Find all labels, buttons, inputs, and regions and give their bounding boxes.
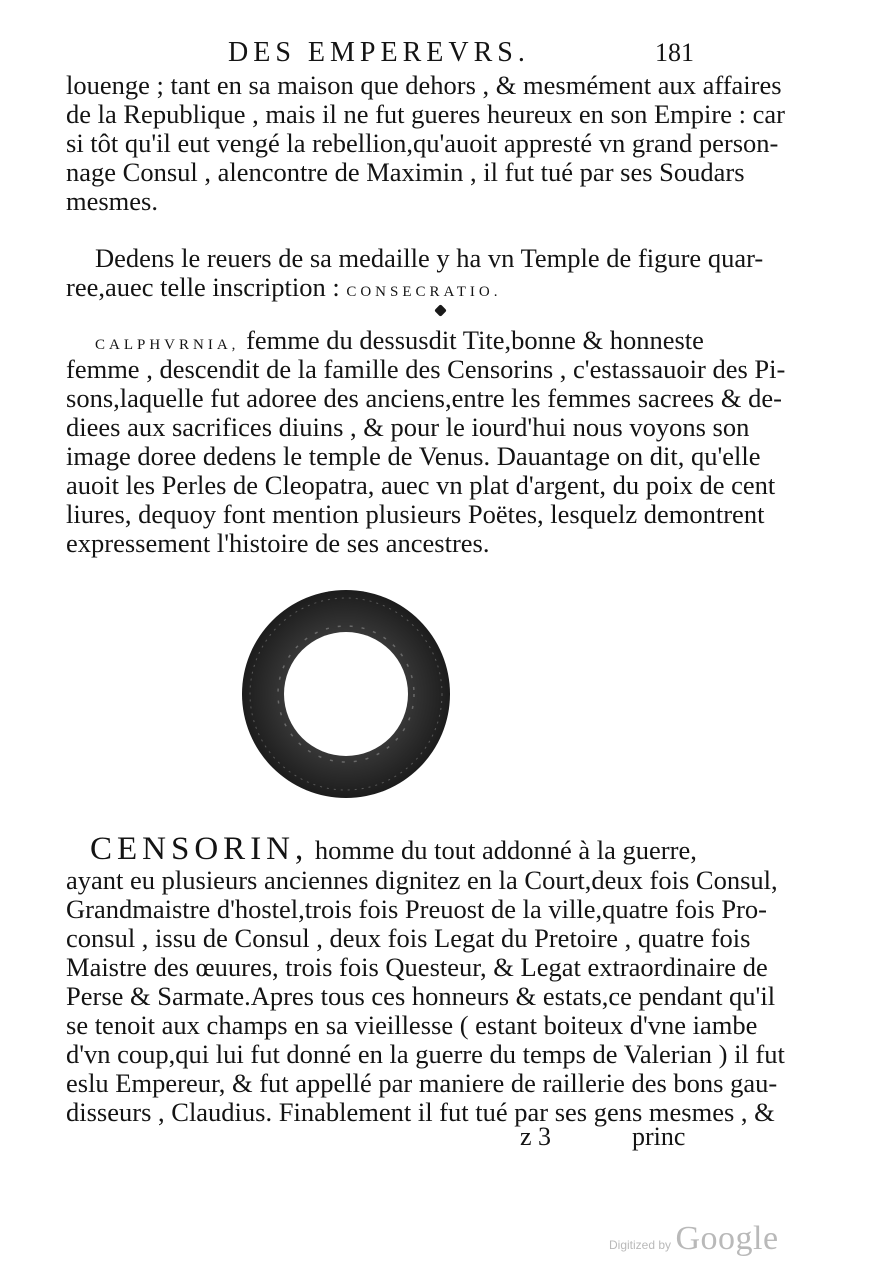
paragraph4-line: eslu Empereur, & fut appellé par maniere de raillerie des bons gau- bbox=[66, 1068, 778, 1098]
paragraph3-line: expressement l'histoire de ses ancestres. bbox=[66, 528, 490, 558]
paragraph4-line: Maistre des œuures, trois fois Questeur, & Legat extraordinaire de bbox=[66, 952, 768, 982]
paragraph4-line: disseurs , Claudius. Finablement il fut tué par ses gens mesmes , & bbox=[66, 1097, 775, 1127]
paragraph1-line: de la Republique , mais il ne fut gueres heureux en son Empire : car bbox=[66, 99, 785, 129]
catchword: princ bbox=[632, 1122, 686, 1151]
paragraph4-line bbox=[90, 832, 696, 867]
paragraph3-line: femme , descendit de la famille des Censorins , c'estassauoir des Pi- bbox=[66, 354, 786, 384]
medal-illustration bbox=[240, 588, 452, 800]
paragraph2-text: ree,auec telle inscription : bbox=[66, 272, 347, 302]
paragraph3-line: auoit les Perles de Cleopatra, auec vn plat d'argent, du poix de cent bbox=[66, 470, 776, 500]
paragraph3-line: image doree dedens le temple de Venus. Dauantage on dit, qu'elle bbox=[66, 441, 761, 471]
paragraph3-text: femme du dessusdit Tite,bonne & honneste bbox=[239, 325, 704, 355]
paragraph1-line: si tôt qu'il eut vengé la rebellion,qu'auoit appresté vn grand person- bbox=[66, 128, 779, 158]
digitized-watermark bbox=[609, 1220, 779, 1258]
paragraph3-line: sons,laquelle fut adoree des anciens,entre les femmes sacrees & de- bbox=[66, 383, 782, 413]
paragraph4-text: homme du tout addonné à la guerre, bbox=[308, 835, 697, 865]
censorin-name: CENSORIN, bbox=[90, 831, 309, 867]
paragraph4-line: ayant eu plusieurs anciennes dignitez en la Court,deux fois Consul, bbox=[66, 865, 778, 895]
running-head-title: DES EMPEREVRS. bbox=[228, 37, 530, 68]
paragraph4-line: consul , issu de Consul , deux fois Legat du Pretoire , quatre fois bbox=[66, 923, 751, 953]
calphurnia-name: CALPHVRNIA, bbox=[95, 337, 240, 353]
page-number: 181 bbox=[655, 38, 694, 67]
paragraph4-line: se tenoit aux champs en sa vieillesse ( estant boiteux d'vne iambe bbox=[66, 1010, 758, 1040]
signature-mark: z 3 bbox=[520, 1122, 552, 1151]
watermark-prefix: Digitized by bbox=[609, 1238, 672, 1252]
paragraph1-line: nage Consul , alencontre de Maximin , il fut tué par ses Soudars bbox=[66, 157, 745, 187]
paragraph3-line: liures, dequoy font mention plusieurs Poëtes, lesquelz demontrent bbox=[66, 499, 765, 529]
paragraph4-line: Perse & Sarmate.Apres tous ces honneurs & estats,ce pendant qu'il bbox=[66, 981, 776, 1011]
paragraph1-line: mesmes. bbox=[66, 186, 158, 216]
google-logo: Google bbox=[675, 1220, 779, 1257]
paragraph3-line: diees aux sacrifices diuins , & pour le iourd'hui nous voyons son bbox=[66, 412, 750, 442]
inscription-label: CONSECRATIO. bbox=[346, 284, 502, 300]
medal-blank-center bbox=[284, 632, 408, 756]
paragraph2-line bbox=[66, 272, 696, 307]
paragraph4-line: Grandmaistre d'hostel,trois fois Preuost de la ville,quatre fois Pro- bbox=[66, 894, 767, 924]
paragraph4-line: d'vn coup,qui lui fut donné en la guerre du temps de Valerian ) il fut bbox=[66, 1039, 785, 1069]
paragraph1-line: louenge ; tant en sa maison que dehors , & mesmément aux affaires bbox=[66, 70, 782, 100]
paragraph2-line: Dedens le reuers de sa medaille y ha vn Temple de figure quar- bbox=[95, 243, 764, 273]
